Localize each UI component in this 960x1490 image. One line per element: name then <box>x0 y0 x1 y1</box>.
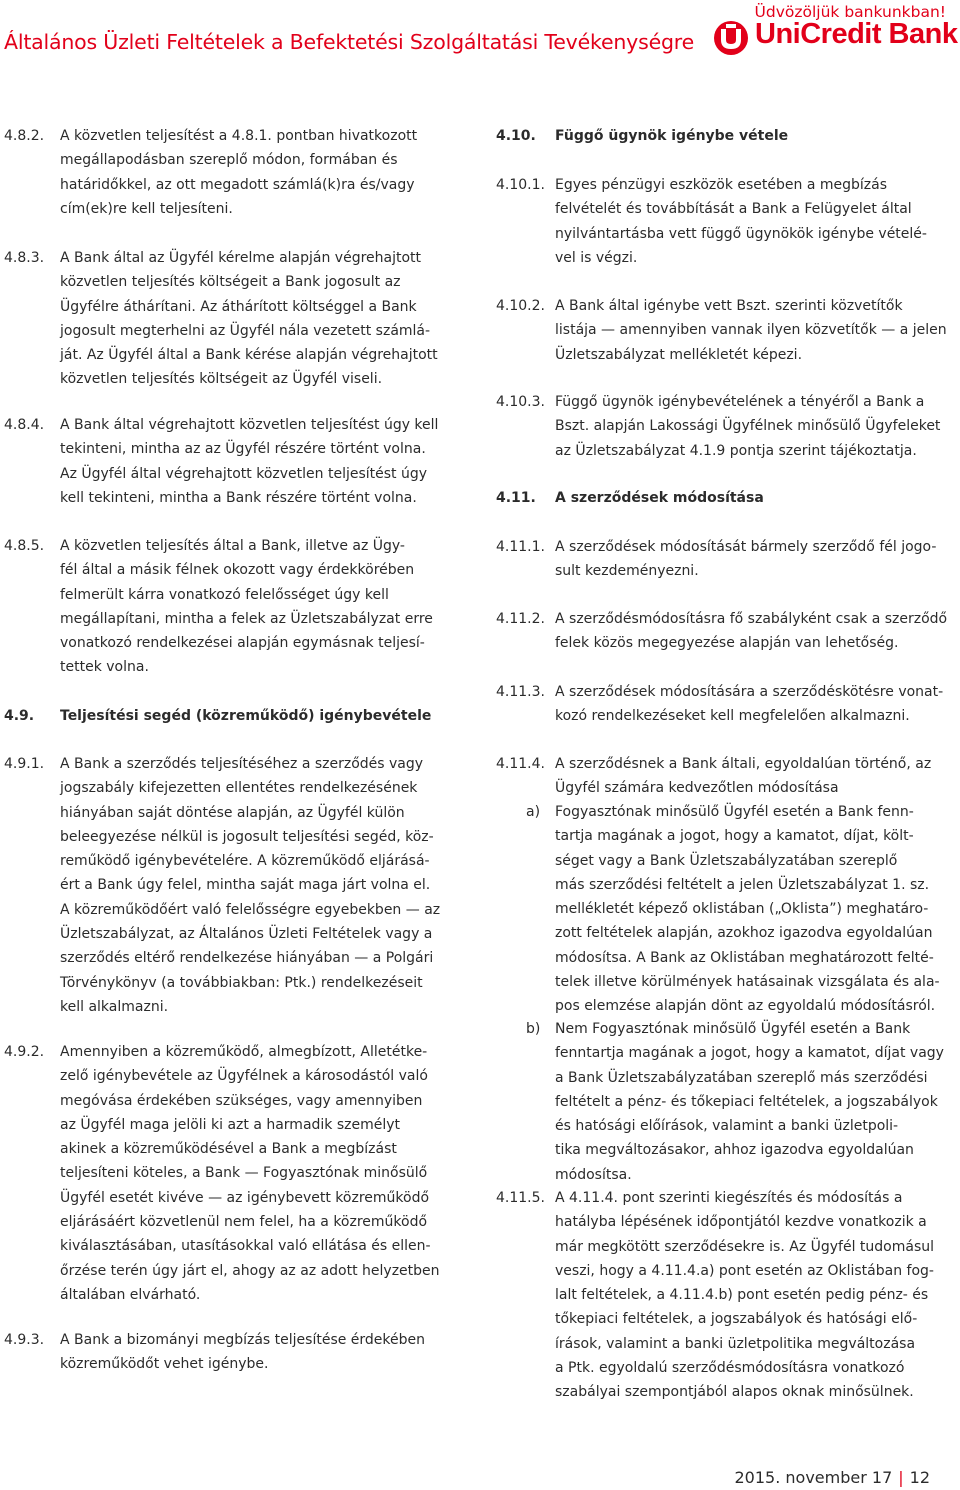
clause <box>496 1186 956 1405</box>
clause-text <box>60 1328 464 1377</box>
text-line: kell alkalmazni. <box>60 998 169 1015</box>
clause-text <box>555 680 956 729</box>
clause <box>496 535 956 584</box>
clause-text <box>555 173 956 270</box>
text-line: hatályba lépésének időpontjától kezdve vonatkozik a <box>555 1214 927 1231</box>
text-line: A szerződésmódosításra fő szabályként csak a szerződő <box>555 611 948 627</box>
text-line: Amennyiben a közreműködő, almegbízott, Alletétke- <box>60 1044 428 1060</box>
text-line: reműködő igénybevételére. A közreműködő eljárásá- <box>60 853 430 870</box>
text-line: tekinteni, mintha az az Ügyfél részére történt volna. <box>60 441 426 458</box>
clause-number: 4.11.3. <box>496 684 545 700</box>
text-line: tika megváltozásakor, ahhoz igazodva egyoldalúan <box>555 1142 914 1159</box>
section-heading <box>4 704 464 728</box>
sub-item-label: b) <box>526 1021 541 1037</box>
text-line: telek illetve körülmények hatásainak vizsgálata és ala- <box>555 974 940 991</box>
unicredit-logo <box>711 20 960 56</box>
text-line: A Bank által az Ügyfél kérelme alapján végrehajtott <box>60 250 422 266</box>
text-line: felek közös megegyezése alapján van lehetőség. <box>555 635 899 652</box>
clause-number: 4.10. <box>496 128 536 144</box>
text-line: cím(ek)re kell teljesíteni. <box>60 200 233 217</box>
clause-number: 4.11.4. <box>496 756 545 772</box>
clause-number: 4.9.1. <box>4 756 45 772</box>
text-line: Függő ügynök igénybe vétele <box>555 128 789 144</box>
text-line: közvetlen teljesítés költségeit az Ügyfél viseli. <box>60 371 383 388</box>
clause <box>4 413 464 510</box>
text-line: Egyes pénzügyi eszközök esetében a megbízás <box>555 177 887 193</box>
text-line: zott feltételek alapján, azokhoz igazodva egyoldalúan <box>555 925 933 942</box>
clause-text <box>555 800 956 1019</box>
logo-wordmark: UniCredit Bank <box>755 18 958 50</box>
text-line: akinek a közreműködésével a Bank a megbízást <box>60 1141 397 1158</box>
page-footer <box>735 1468 931 1487</box>
text-line: Ügyfél esetét kivéve — az igénybevett közreműködő <box>60 1189 430 1206</box>
text-line: A közvetlen teljesítést a 4.8.1. pontban hivatkozott <box>60 128 418 144</box>
clause-number: 4.8.2. <box>4 128 45 144</box>
text-line: megállapítani, mintha a felek az Üzletszabályzat erre <box>60 610 433 627</box>
text-line: A szerződésnek a Bank általi, egyoldalúan történő, az <box>555 756 932 772</box>
clause-number: 4.9.2. <box>4 1044 45 1060</box>
clause-text <box>555 294 956 367</box>
clause-text <box>60 1040 464 1307</box>
text-line: ért a Bank úgy felel, mintha saját maga járt volna el. <box>60 877 431 894</box>
clause-number: 4.9.3. <box>4 1332 45 1348</box>
clause <box>496 752 956 801</box>
footer-date: 2015. november 17 <box>734 1468 893 1487</box>
clause <box>4 1328 464 1377</box>
text-line: szabályai szempontjából alapos oknak minősülnek. <box>555 1384 914 1401</box>
text-line: A Bank a szerződés teljesítéséhez a szerződés vagy <box>60 756 424 772</box>
text-line: teljesíteni köteles, a Bank — Fogyasztónak minősülő <box>60 1165 428 1182</box>
text-line: Üzletszabályzat mellékletét képezi. <box>555 346 803 363</box>
heading-text <box>555 486 956 510</box>
text-line: vel is végzi. <box>555 249 638 266</box>
text-line: írások, valamint a banki üzletpolitika megváltozása <box>555 1335 916 1352</box>
clause <box>496 607 956 656</box>
text-line: A szerződések módosítását bármely szerződő fél jogo- <box>555 539 937 555</box>
text-line: jogszabály kifejezetten ellentétes rendelkezésének <box>60 780 418 797</box>
clause-number: 4.11. <box>496 490 536 506</box>
clause-text <box>555 1017 956 1187</box>
clause-text <box>60 246 464 392</box>
text-line: Nem Fogyasztónak minősülő Ügyfél esetén a Bank <box>555 1021 911 1037</box>
text-line: eljárásáért közvetlenül nem felel, ha a közreműködő <box>60 1214 428 1231</box>
clause <box>496 680 956 729</box>
text-line: határidőkkel, az ott megadott számlá(k)ra és/vagy <box>60 176 415 193</box>
text-line: A Bank a bizományi megbízás teljesítése érdekében <box>60 1332 426 1348</box>
section-heading <box>496 486 956 510</box>
text-line: kiválasztásában, utasításokkal való ellátása és ellen- <box>60 1238 431 1255</box>
clause-text <box>60 752 464 1019</box>
text-line: séget vagy a Bank Üzletszabályzatában szereplő <box>555 852 898 869</box>
text-line: felmerült kárra vonatkozó felelősséget úgy kell <box>60 586 389 603</box>
text-line: listája — amennyiben vannak ilyen közvetítők — a jelen <box>555 322 947 339</box>
text-line: szerződés eltérő rendelkezése hiányában — a Polgári <box>60 950 434 967</box>
text-line: az Üzletszabályzat 4.1.9 pontja szerint tájékoztatja. <box>555 442 917 459</box>
clause <box>496 173 956 270</box>
clause <box>496 294 956 367</box>
clause-number: 4.10.2. <box>496 298 545 314</box>
section-heading <box>496 124 956 148</box>
text-line: veszi, hogy a 4.11.4.a) pont esetén az Oklistában fog- <box>555 1262 934 1279</box>
clause <box>496 390 956 463</box>
text-line: Függő ügynök igénybevételének a tényéről a Bank a <box>555 394 925 410</box>
text-line: Fogyasztónak minősülő Ügyfél esetén a Bank fenn- <box>555 804 914 820</box>
clause-number: 4.8.3. <box>4 250 45 266</box>
clause-text <box>555 607 956 656</box>
text-line: Ügyfélre áthárítani. Az áthárított költséggel a Bank <box>60 298 417 315</box>
text-line: tartja magának a jogot, hogy a kamatot, díjat, költ- <box>555 828 914 845</box>
text-line: ját. Az Ügyfél által a Bank kérése alapján végrehajtott <box>60 347 438 364</box>
text-line: vonatkozó rendelkezései alapján egymásnak teljesí- <box>60 635 425 652</box>
text-line: nyilvántartásba vett függő ügynökök igénybe vételé- <box>555 225 927 242</box>
text-line: más szerződési feltételt a jelen Üzletszabályzat 1. sz. <box>555 876 930 893</box>
text-line: lalt feltételek, a 4.11.4.b) pont esetén pedig pénz- és <box>555 1287 929 1304</box>
text-line: a Bank Üzletszabályzatában szereplő más szerződési <box>555 1069 928 1086</box>
text-line: A Bank által végrehajtott közvetlen teljesítést úgy kell <box>60 417 439 433</box>
text-line: beleegyezése nélkül is jogosult teljesítési segéd, köz- <box>60 828 434 845</box>
text-line: feltételt a pénz- és tőkepiaci feltételek, a jogszabályok <box>555 1093 938 1110</box>
text-line: a Ptk. egyoldalú szerződésmódosításra vonatkozó <box>555 1360 905 1377</box>
text-line: A közvetlen teljesítés által a Bank, illetve az Ügy- <box>60 538 405 554</box>
text-line: pos elemzése alapján dönt az egyoldalú módosításról. <box>555 998 936 1015</box>
text-line: tőkepiaci feltételek, a jogszabályok és hatósági elő- <box>555 1311 918 1328</box>
text-line: A szerződések módosítása <box>555 490 764 506</box>
text-line: fél által a másik félnek okozott vagy érdekkörében <box>60 562 415 579</box>
clause-number: 4.8.5. <box>4 538 45 554</box>
text-line: már megkötött szerződésekre is. Az Ügyfél tudomásul <box>555 1238 935 1255</box>
text-line: őrzése terén úgy járt el, ahogy az az adott helyzetben <box>60 1262 440 1279</box>
text-line: közvetlen teljesítés költségeit a Bank jogosult az <box>60 274 401 291</box>
text-line: mellékletét képező oklistában („Oklista”) meghatáro- <box>555 901 929 918</box>
clause <box>4 752 464 1019</box>
text-line: felvételét és továbbítását a Bank a Felügyelet által <box>555 201 912 218</box>
text-line: Teljesítési segéd (közreműködő) igénybevétele <box>60 708 432 724</box>
sub-item <box>496 1017 956 1187</box>
clause-text <box>555 535 956 584</box>
clause <box>4 124 464 221</box>
clause-number: 4.10.3. <box>496 394 545 410</box>
clause-number: 4.10.1. <box>496 177 545 193</box>
text-line: kell tekinteni, mintha a Bank részére történt volna. <box>60 489 417 506</box>
text-line: Az Ügyfél által végrehajtott közvetlen teljesítést úgy <box>60 465 428 482</box>
clause-text <box>60 534 464 680</box>
clause <box>4 534 464 680</box>
heading-text <box>60 704 464 728</box>
clause-text <box>60 413 464 510</box>
text-line: hiányában saját döntése alapján, az Ügyfél külön <box>60 804 405 821</box>
clause-number: 4.8.4. <box>4 417 45 433</box>
text-line: általában elvárható. <box>60 1286 201 1303</box>
text-line: A 4.11.4. pont szerinti kiegészítés és módosítás a <box>555 1190 903 1206</box>
text-line: és hatósági előírások, valamint a banki üzletpoli- <box>555 1118 899 1135</box>
unicredit-logo-icon <box>711 20 751 56</box>
clause-text <box>555 390 956 463</box>
text-line: A szerződések módosítására a szerződéskötésre vonat- <box>555 684 944 700</box>
sub-item-label: a) <box>526 804 541 820</box>
text-line: az Ügyfél maga jelöli ki azt a harmadik személyt <box>60 1116 401 1133</box>
text-line: Üzletszabályzat, az Általános Üzleti Feltételek vagy a <box>60 926 433 943</box>
text-line: Törvénykönyv (a továbbiakban: Ptk.) rendelkezéseit <box>60 974 423 991</box>
text-line: Ügyfél számára kedvezőtlen módosítása <box>555 780 839 797</box>
text-line: sult kezdeményezni. <box>555 563 699 580</box>
text-line: zelő igénybevétele az Ügyfélnek a károsodástól való <box>60 1068 428 1085</box>
text-line: módosítsa. A Bank az Oklistában meghatározott felté- <box>555 949 934 966</box>
welcome-text: Üdvözöljük bankunkban! <box>754 3 946 21</box>
text-line: módosítsa. <box>555 1166 632 1183</box>
text-line: jogosult megterhelni az Ügyfél nála vezetett számlá- <box>60 322 431 339</box>
text-line: megállapodásban szereplő módon, formában és <box>60 152 398 169</box>
clause <box>4 1040 464 1307</box>
text-line: A közreműködőért való felelősségre egyebekben — az <box>60 901 441 918</box>
clause-text <box>555 1186 956 1405</box>
clause-text <box>555 752 956 801</box>
text-line: közreműködőt vehet igénybe. <box>60 1356 269 1373</box>
clause-number: 4.11.5. <box>496 1190 545 1206</box>
sub-item <box>496 800 956 1019</box>
text-line: megóvása érdekében szükséges, vagy amennyiben <box>60 1092 423 1109</box>
heading-text <box>555 124 956 148</box>
document-title: Általános Üzleti Feltételek a Befektetési Szolgáltatási Tevékenységre <box>4 30 694 54</box>
page-number: 12 <box>909 1468 930 1487</box>
text-line: fenntartja magának a jogot, hogy a kamatot, díjat vagy <box>555 1045 944 1062</box>
clause <box>4 246 464 392</box>
clause-number: 4.11.1. <box>496 539 545 555</box>
footer-separator: | <box>898 1468 904 1487</box>
text-line: Bszt. alapján Lakossági Ügyfélnek minősülő Ügyfeleket <box>555 418 941 435</box>
text-line: A Bank által igénybe vett Bszt. szerinti közvetítők <box>555 298 903 314</box>
text-line: kozó rendelkezéseket kell megfelelően alkalmazni. <box>555 708 910 725</box>
text-line: tettek volna. <box>60 659 149 676</box>
clause-number: 4.9. <box>4 708 35 724</box>
clause-number: 4.11.2. <box>496 611 545 627</box>
clause-text <box>60 124 464 221</box>
